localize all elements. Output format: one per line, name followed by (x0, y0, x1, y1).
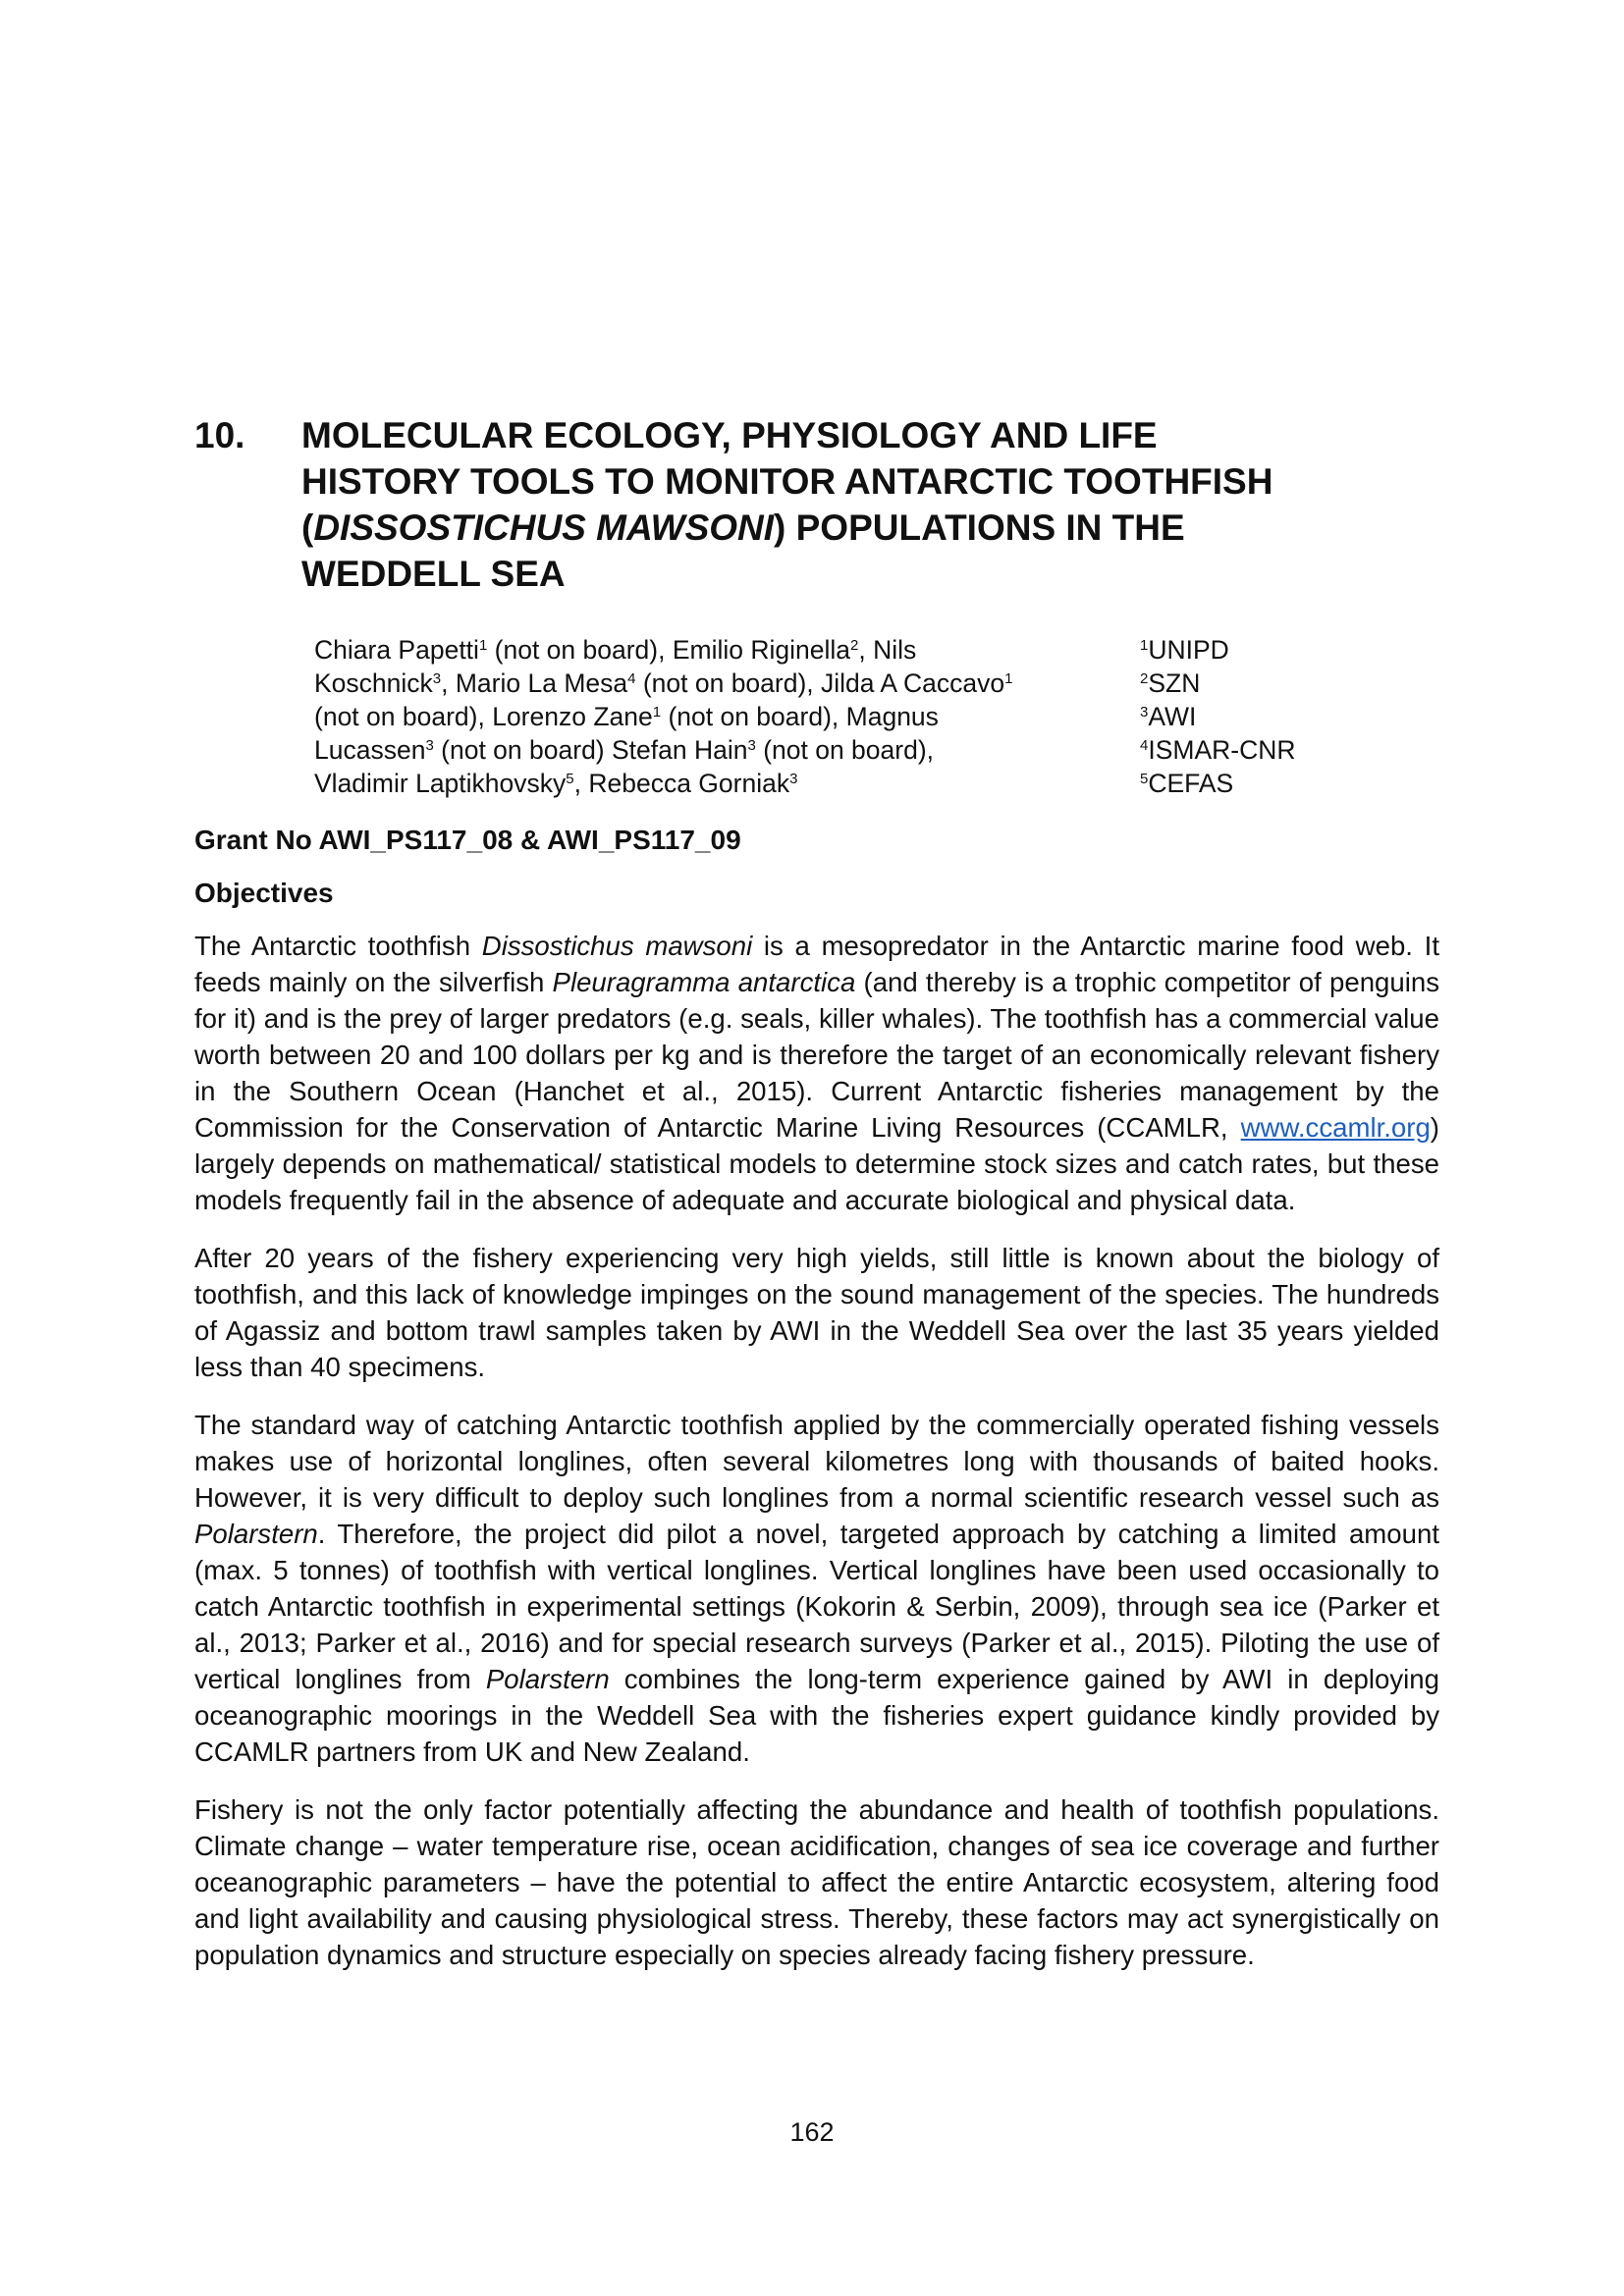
affiliation-marker: 1 (478, 637, 488, 654)
text-run: combines the long-term experience gained by AWI in deploying oceanographic moorings in the Weddell Sea with the fisheries expert guidance kindly provided by CCAMLR partners from UK and New Zealand. (194, 1664, 1439, 1767)
chapter-number: 10. (194, 415, 245, 455)
affiliation-item (1140, 733, 1395, 767)
species-name: DISSOSTICHUS MAWSONI (313, 507, 775, 548)
affiliation-marker: 3 (789, 771, 798, 787)
chapter-title-line: WEDDELL SEA (301, 554, 566, 594)
affiliation-marker: 3 (747, 737, 756, 754)
author-list (314, 633, 1021, 800)
author-note: , (858, 635, 874, 665)
affiliation-marker: 1 (652, 704, 662, 721)
affiliation-name: CEFAS (1148, 769, 1234, 798)
text-run: After 20 years of the fishery experiencing very high yields, still little is known about the biology of toothfish, and this lack of knowledge impinges on the sound management of the species. The hundreds of Agassiz and bottom trawl samples taken by AWI in the Weddell Sea over the last 35 years yielded less than 40 specimens. (194, 1243, 1439, 1382)
paragraph (194, 1407, 1439, 1770)
text-run: Fishery is not the only factor potentially affecting the abundance and health of toothfish populations. Climate change – water temperature rise, ocean acidification, changes of sea ice coverage and further oceanographic parameters – have the potential to affect the entire Antarctic ecosystem, altering food and light availability and causing physiological stress. Thereby, these factors may act synergistically on population dynamics and structure especially on species already facing fishery pressure. (194, 1794, 1439, 1970)
italic-term: Pleuragramma antarctica (552, 967, 856, 997)
italic-term: Polarstern (194, 1519, 318, 1549)
affiliation-marker: 1 (1004, 670, 1013, 687)
affiliation-item (1140, 667, 1395, 700)
author-name: Vladimir Laptikhovsky (314, 769, 567, 798)
author-name: Nils Koschnick (314, 635, 917, 698)
author-name: Jilda A Caccavo (821, 668, 1005, 698)
affiliation-marker: 3 (425, 737, 434, 754)
author-note: (not on board) (433, 735, 612, 765)
italic-term: Dissostichus mawsoni (481, 931, 753, 961)
chapter-title-line (301, 505, 1431, 551)
link-ccamlr[interactable]: www.ccamlr.org (1240, 1112, 1431, 1143)
text-run: The standard way of catching Antarctic toothfish applied by the commercially operated fishing vessels makes use of horizontal longlines, often several kilometres long with thousands of baited hooks. However, it is very difficult to deploy such longlines from a normal scientific research vessel such as (194, 1410, 1439, 1513)
text-run: is a mesopredator in the Antarctic marine food web. It feeds mainly on the silverfish (194, 931, 1439, 997)
author-note: , (573, 769, 589, 798)
grant-number: Grant No AWI_PS117_08 & AWI_PS117_09 (194, 825, 741, 855)
text-run: . Therefore, the project did pilot a novel, targeted approach by catching a limited amount (max. 5 tonnes) of toothfish with vertical longlines. Vertical longlines have been used occasionally to catch Antarctic toothfish in experimental settings (Kokorin & Serbin, 2009), through sea ice (Parker et al., 2013; Parker et al., 2016) and for special research surveys (Parker et al., 2015). Piloting the use of vertical longlines from (194, 1519, 1439, 1694)
objectives-heading: Objectives (194, 878, 334, 908)
italic-term: Polarstern (485, 1664, 610, 1694)
affiliation-name: ISMAR-CNR (1148, 735, 1296, 765)
affiliation-list (1140, 633, 1395, 800)
affiliation-marker: 3 (432, 670, 442, 687)
author-note: (not on board), (755, 735, 935, 765)
affiliation-name: AWI (1148, 702, 1197, 731)
chapter-title-line: MOLECULAR ECOLOGY, PHYSIOLOGY AND LIFE (301, 415, 1158, 455)
author-name: Emilio Riginella (672, 635, 850, 665)
affiliation-item (1140, 633, 1395, 667)
paragraph (194, 1240, 1439, 1385)
author-name: Lorenzo Zane (492, 702, 653, 731)
text-run: The Antarctic toothfish (194, 931, 482, 961)
author-note: (not on board), (314, 702, 493, 731)
author-note: (not on board), (487, 635, 673, 665)
paren-open: ( (301, 507, 314, 548)
author-note: , (441, 668, 456, 698)
affiliation-marker: 2 (1140, 670, 1149, 687)
author-name: Mario La Mesa (455, 668, 628, 698)
author-name: Rebecca Gorniak (588, 769, 790, 798)
paragraph (194, 1791, 1439, 1973)
author-note: (not on board), (661, 702, 846, 731)
affiliation-marker: 2 (850, 637, 859, 654)
title-text: ) POPULATIONS IN THE (774, 507, 1185, 548)
affiliation-marker: 4 (1140, 737, 1149, 754)
affiliation-item (1140, 767, 1395, 800)
chapter-title-line: HISTORY TOOLS TO MONITOR ANTARCTIC TOOTHFISH (301, 461, 1273, 502)
affiliation-marker: 3 (1140, 704, 1149, 721)
affiliation-marker: 5 (1140, 771, 1149, 787)
paragraph (194, 928, 1439, 1218)
chapter-title (301, 412, 1431, 597)
author-name: Magnus Lucassen (314, 702, 939, 765)
page-number: 162 (789, 2117, 835, 2147)
body-text (194, 928, 1439, 1995)
text-run: (and thereby is a trophic competitor of penguins for it) and is the prey of larger predators (e.g. seals, killer whales). The toothfish has a commercial value worth between 20 and 100 dollars per kg and is therefore the target of an economically relevant fishery in the Southern Ocean (Hanchet et al., 2015). Current Antarctic fisheries management by the Commission for the Conservation of Antarctic Marine Living Resources (CCAMLR, (194, 967, 1440, 1143)
affiliation-marker: 4 (627, 670, 636, 687)
author-name: Stefan Hain (612, 735, 748, 765)
affiliation-name: SZN (1148, 668, 1201, 698)
affiliation-item (1140, 700, 1395, 733)
text-run: ) largely depends on mathematical/ statistical models to determine stock sizes and catch rates, but these models frequently fail in the absence of adequate and accurate biological and physical data. (194, 1112, 1439, 1215)
affiliation-marker: 1 (1140, 637, 1149, 654)
author-name: Chiara Papetti (314, 635, 479, 665)
affiliation-name: UNIPD (1148, 635, 1229, 665)
affiliation-marker: 5 (566, 771, 574, 787)
author-note: (not on board), (635, 668, 822, 698)
